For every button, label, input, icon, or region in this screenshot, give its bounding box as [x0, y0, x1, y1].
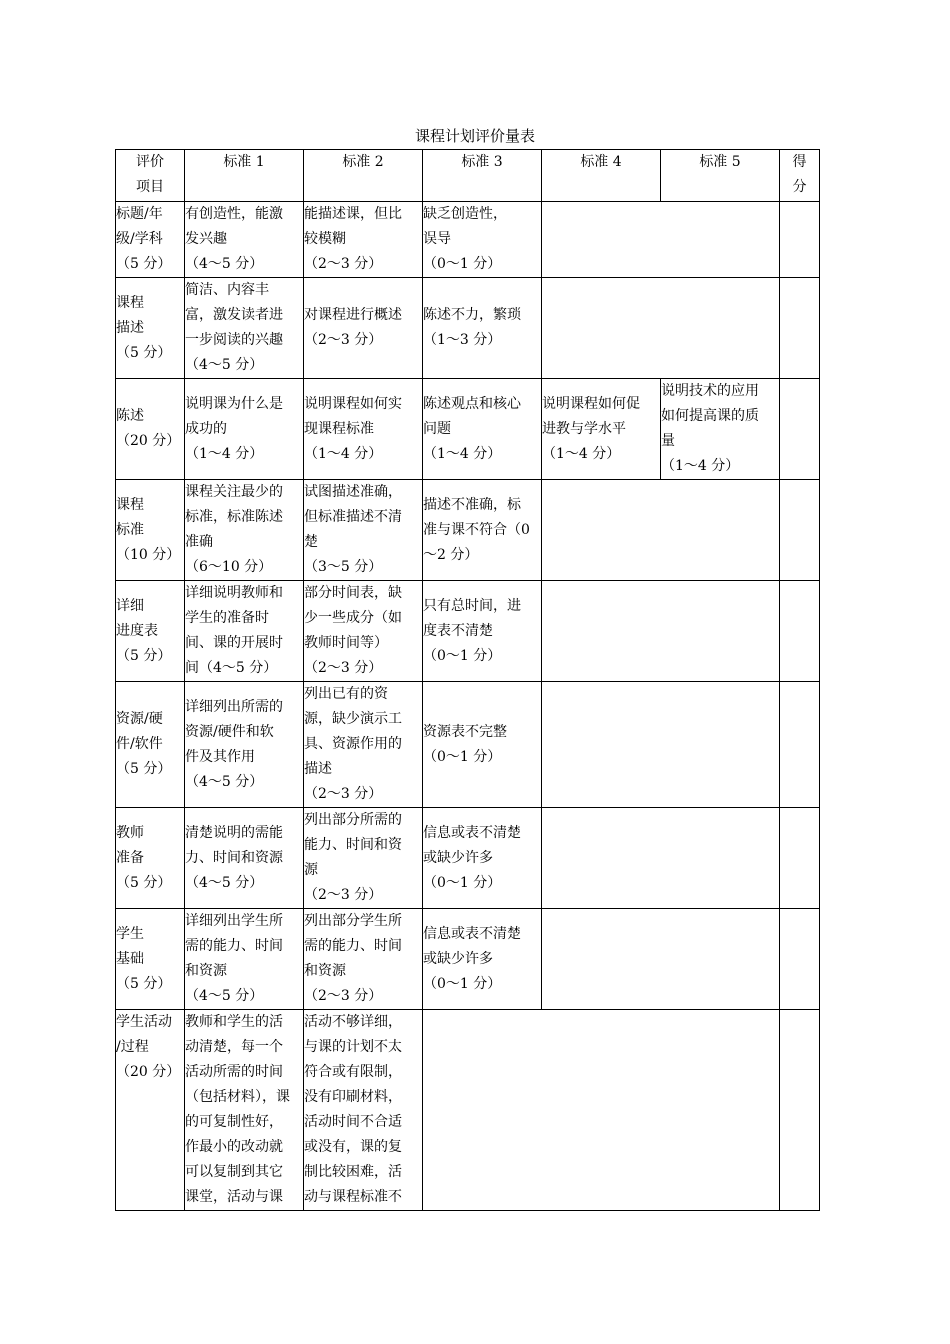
- empty-cell: [542, 278, 780, 379]
- standard-2-cell: 说明课程如何实 现课程标准 （1～4 分）: [304, 379, 423, 480]
- standard-2-cell: 对课程进行概述 （2～3 分）: [304, 278, 423, 379]
- table-row: [116, 202, 820, 278]
- item-cell: 标题/年 级/学科 （5 分）: [116, 202, 185, 278]
- standard-3-cell: 信息或表不清楚 或缺少许多 （0～1 分）: [423, 808, 542, 909]
- item-cell: 学生活动 /过程 （20 分）: [116, 1010, 185, 1211]
- header-row: [116, 150, 820, 202]
- standard-3-cell: 信息或表不清楚 或缺少许多 （0～1 分）: [423, 909, 542, 1010]
- score-cell: [780, 581, 820, 682]
- table-row: [116, 581, 820, 682]
- standard-3-cell: 只有总时间，进 度表不清楚 （0～1 分）: [423, 581, 542, 682]
- page-title: 课程计划评价量表: [414, 127, 535, 145]
- score-cell: [780, 909, 820, 1010]
- table-row: [116, 480, 820, 581]
- standard-2-cell: 列出部分所需的 能力、时间和资 源 （2～3 分）: [304, 808, 423, 909]
- standard-1-cell: 说明课为什么是 成功的 （1～4 分）: [185, 379, 304, 480]
- standard-2-cell: 能描述课，但比 较模糊 （2～3 分）: [304, 202, 423, 278]
- standard-4-cell: 说明课程如何促 进教与学水平 （1～4 分）: [542, 379, 661, 480]
- header-standard-2: 标准 2: [304, 150, 423, 202]
- standard-3-cell: 陈述观点和核心 问题 （1～4 分）: [423, 379, 542, 480]
- empty-cell: [542, 480, 780, 581]
- standard-5-cell: 说明技术的应用 如何提高课的质 量 （1～4 分）: [661, 379, 780, 480]
- header-score: 得 分: [780, 150, 820, 202]
- item-cell: 课程 标准 （10 分）: [116, 480, 185, 581]
- header-standard-5: 标准 5: [661, 150, 780, 202]
- standard-2-cell: 部分时间表，缺 少一些成分（如 教师时间等） （2～3 分）: [304, 581, 423, 682]
- standard-3-cell: 缺乏创造性， 误导 （0～1 分）: [423, 202, 542, 278]
- table-row: [116, 278, 820, 379]
- standard-1-cell: 详细列出所需的 资源/硬件和软 件及其作用 （4～5 分）: [185, 682, 304, 808]
- standard-1-cell: 详细列出学生所 需的能力、时间 和资源 （4～5 分）: [185, 909, 304, 1010]
- score-cell: [780, 1010, 820, 1211]
- evaluation-rubric-table: [115, 149, 820, 1211]
- standard-1-cell: 详细说明教师和 学生的准备时 间、课的开展时 间（4～5 分）: [185, 581, 304, 682]
- score-cell: [780, 808, 820, 909]
- standard-2-cell: 试图描述准确， 但标准描述不清 楚 （3～5 分）: [304, 480, 423, 581]
- standard-2-cell: 列出部分学生所 需的能力、时间 和资源 （2～3 分）: [304, 909, 423, 1010]
- empty-cell: [542, 909, 780, 1010]
- standard-3-cell: 陈述不力，繁琐 （1～3 分）: [423, 278, 542, 379]
- item-cell: 教师 准备 （5 分）: [116, 808, 185, 909]
- table-row: [116, 909, 820, 1010]
- standard-2-cell: 列出已有的资 源，缺少演示工 具、资源作用的 描述 （2～3 分）: [304, 682, 423, 808]
- table-row: [116, 1010, 820, 1211]
- standard-3-cell: 资源表不完整 （0～1 分）: [423, 682, 542, 808]
- empty-cell: [542, 581, 780, 682]
- standard-1-cell: 课程关注最少的 标准，标准陈述 准确 （6～10 分）: [185, 480, 304, 581]
- header-standard-1: 标准 1: [185, 150, 304, 202]
- header-standard-4: 标准 4: [542, 150, 661, 202]
- item-cell: 课程 描述 （5 分）: [116, 278, 185, 379]
- empty-cell: [423, 1010, 780, 1211]
- standard-3-cell: 描述不准确，标 准与课不符合（0 ～2 分）: [423, 480, 542, 581]
- empty-cell: [542, 808, 780, 909]
- table-row: [116, 682, 820, 808]
- empty-cell: [542, 682, 780, 808]
- header-item: 评价 项目: [116, 150, 185, 202]
- item-cell: 详细 进度表 （5 分）: [116, 581, 185, 682]
- score-cell: [780, 480, 820, 581]
- item-cell: 资源/硬 件/软件 （5 分）: [116, 682, 185, 808]
- table-row: [116, 379, 820, 480]
- standard-1-cell: 教师和学生的活 动清楚，每一个 活动所需的时间 （包括材料），课 的可复制性好， 作最小的改动就 可以复制到其它 课堂，活动与课: [185, 1010, 304, 1211]
- standard-1-cell: 有创造性，能激 发兴趣 （4～5 分）: [185, 202, 304, 278]
- score-cell: [780, 278, 820, 379]
- score-cell: [780, 202, 820, 278]
- standard-1-cell: 简洁、内容丰 富，激发读者进 一步阅读的兴趣 （4～5 分）: [185, 278, 304, 379]
- header-standard-3: 标准 3: [423, 150, 542, 202]
- standard-2-cell: 活动不够详细， 与课的计划不太 符合或有限制， 没有印刷材料， 活动时间不合适 或没有，课的复 制比较困难，活 动与课程标准不: [304, 1010, 423, 1211]
- score-cell: [780, 682, 820, 808]
- empty-cell: [542, 202, 780, 278]
- table-row: [116, 808, 820, 909]
- score-cell: [780, 379, 820, 480]
- item-cell: 学生 基础 （5 分）: [116, 909, 185, 1010]
- standard-1-cell: 清楚说明的需能 力、时间和资源 （4～5 分）: [185, 808, 304, 909]
- item-cell: 陈述 （20 分）: [116, 379, 185, 480]
